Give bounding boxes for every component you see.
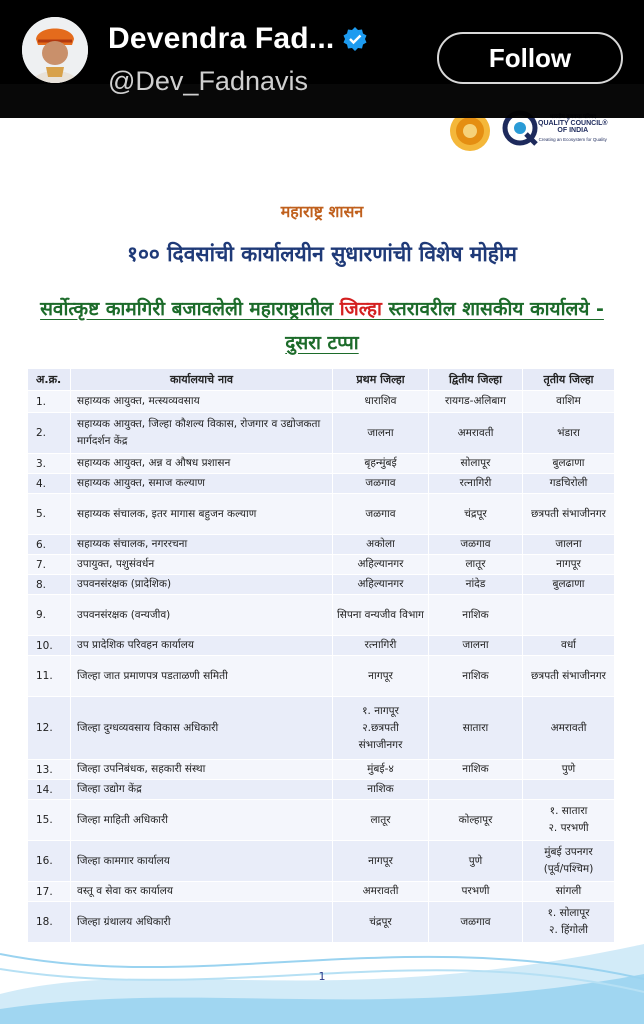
row-third-district: मुंबई उपनगर (पूर्व/पश्चिम) — [523, 841, 615, 882]
row-first-district: जळगाव — [333, 474, 429, 494]
row-sn: 3. — [28, 454, 71, 474]
row-office: उपवनसंरक्षक (वन्यजीव) — [71, 595, 333, 636]
row-third-district: बुलढाणा — [523, 454, 615, 474]
row-sn: 10. — [28, 636, 71, 656]
table-row — [28, 454, 615, 474]
row-office: उपायुक्त, पशुसंवर्धन — [71, 555, 333, 575]
row-office: सहाय्यक संचालक, इतर मागास बहुजन कल्याण — [71, 494, 333, 535]
table-row — [28, 575, 615, 595]
row-office: सहाय्यक आयुक्त, मत्स्यव्यवसाय — [71, 391, 333, 413]
row-sn: 13. — [28, 760, 71, 780]
row-third-district: १. सातारा २. परभणी — [523, 800, 615, 841]
row-first-district: १. नागपूर २.छत्रपती संभाजीनगर — [333, 697, 429, 760]
row-sn: 14. — [28, 780, 71, 800]
header-office: कार्यालयाचे नाव — [71, 369, 333, 391]
table-row — [28, 595, 615, 636]
post-header — [0, 0, 644, 118]
row-first-district: नागपूर — [333, 656, 429, 697]
row-office: जिल्हा उपनिबंधक, सहकारी संस्था — [71, 760, 333, 780]
row-first-district: नागपूर — [333, 841, 429, 882]
row-first-district: नाशिक — [333, 780, 429, 800]
row-third-district — [523, 595, 615, 636]
row-first-district: बृहन्मुंबई — [333, 454, 429, 474]
row-second-district: चंद्रपूर — [429, 494, 523, 535]
header-third: तृतीय जिल्हा — [523, 369, 615, 391]
row-first-district: सिपना वन्यजीव विभाग — [333, 595, 429, 636]
row-office: जिल्हा ग्रंथालय अधिकारी — [71, 902, 333, 943]
user-handle[interactable]: @Dev_Fadnavis — [108, 66, 308, 96]
row-third-district: अमरावती — [523, 697, 615, 760]
row-sn: 5. — [28, 494, 71, 535]
row-first-district: अकोला — [333, 535, 429, 555]
table-header-row — [28, 369, 615, 391]
row-third-district: जालना — [523, 535, 615, 555]
avatar[interactable] — [22, 17, 88, 83]
table-row — [28, 474, 615, 494]
subtitle-part2: स्तरावरील शासकीय कार्यालये - दुसरा टप्पा — [285, 298, 604, 354]
row-office: जिल्हा दुग्धव्यवसाय विकास अधिकारी — [71, 697, 333, 760]
row-office: सहाय्यक आयुक्त, अन्न व औषध प्रशासन — [71, 454, 333, 474]
row-office: उप प्रादेशिक परिवहन कार्यालय — [71, 636, 333, 656]
row-office: जिल्हा माहिती अधिकारी — [71, 800, 333, 841]
row-first-district: लातूर — [333, 800, 429, 841]
subtitle-part1: सर्वोत्कृष्ट कामगिरी बजावलेली महाराष्ट्रातील — [40, 298, 340, 320]
document-subtitle — [20, 292, 624, 360]
table-row — [28, 656, 615, 697]
row-first-district: अहिल्यानगर — [333, 555, 429, 575]
row-sn: 12. — [28, 697, 71, 760]
row-sn: 17. — [28, 882, 71, 902]
row-second-district: नाशिक — [429, 760, 523, 780]
row-second-district: जालना — [429, 636, 523, 656]
row-second-district: सातारा — [429, 697, 523, 760]
row-sn: 11. — [28, 656, 71, 697]
qci-line3: OF INDIA — [557, 127, 589, 134]
row-office: सहाय्यक आयुक्त, जिल्हा कौशल्य विकास, रोजगार व उद्योजकता मार्गदर्शन केंद्र — [71, 413, 333, 454]
row-sn: 4. — [28, 474, 71, 494]
row-second-district: नाशिक — [429, 656, 523, 697]
table-row — [28, 535, 615, 555]
name-row — [108, 22, 368, 56]
row-third-district: नागपूर — [523, 555, 615, 575]
row-sn: 15. — [28, 800, 71, 841]
row-office: सहाय्यक आयुक्त, समाज कल्याण — [71, 474, 333, 494]
row-third-district: छत्रपती संभाजीनगर — [523, 656, 615, 697]
row-second-district: कोल्हापूर — [429, 800, 523, 841]
row-third-district: पुणे — [523, 760, 615, 780]
row-first-district: जालना — [333, 413, 429, 454]
row-second-district: लातूर — [429, 555, 523, 575]
office-ranking-table — [27, 368, 615, 943]
page-number: 1 — [318, 970, 326, 983]
row-second-district: सोलापूर — [429, 454, 523, 474]
campaign-title: १०० दिवसांची कार्यालयीन सुधारणांची विशेष मोहीम — [127, 242, 517, 266]
row-office: जिल्हा उद्योग केंद्र — [71, 780, 333, 800]
header-first: प्रथम जिल्हा — [333, 369, 429, 391]
qci-tagline: Creating an Ecosystem for Quality — [538, 137, 607, 142]
row-office: जिल्हा कामगार कार्यालय — [71, 841, 333, 882]
row-second-district: पुणे — [429, 841, 523, 882]
row-first-district: अहिल्यानगर — [333, 575, 429, 595]
table-row — [28, 555, 615, 575]
row-third-district: वर्धा — [523, 636, 615, 656]
table-row — [28, 780, 615, 800]
row-office: सहाय्यक संचालक, नगररचना — [71, 535, 333, 555]
display-name[interactable]: Devendra Fad... — [108, 22, 335, 55]
row-third-district: सांगली — [523, 882, 615, 902]
table-row — [28, 494, 615, 535]
table-row — [28, 413, 615, 454]
row-third-district: छत्रपती संभाजीनगर — [523, 494, 615, 535]
government-title: महाराष्ट्र शासन — [280, 202, 364, 221]
row-sn: 2. — [28, 413, 71, 454]
table-row — [28, 391, 615, 413]
row-second-district: परभणी — [429, 882, 523, 902]
row-third-district: भंडारा — [523, 413, 615, 454]
row-sn: 8. — [28, 575, 71, 595]
row-third-district: गडचिरोली — [523, 474, 615, 494]
row-third-district: वाशिम — [523, 391, 615, 413]
header-sn: अ.क्र. — [28, 369, 71, 391]
row-second-district: रायगड-अलिबाग — [429, 391, 523, 413]
row-first-district: जळगाव — [333, 494, 429, 535]
row-first-district: चंद्रपूर — [333, 902, 429, 943]
table-row — [28, 636, 615, 656]
subtitle-highlight: जिल्हा — [339, 298, 382, 320]
row-office: वस्तू व सेवा कर कार्यालय — [71, 882, 333, 902]
table-row — [28, 882, 615, 902]
table-row — [28, 800, 615, 841]
row-second-district: जळगाव — [429, 535, 523, 555]
row-sn: 6. — [28, 535, 71, 555]
row-first-district: रत्नागिरी — [333, 636, 429, 656]
row-first-district: अमरावती — [333, 882, 429, 902]
verified-badge-icon — [342, 26, 368, 52]
avatar-image-icon — [22, 17, 88, 83]
row-second-district: अमरावती — [429, 413, 523, 454]
row-first-district: मुंबई-४ — [333, 760, 429, 780]
row-third-district: बुलढाणा — [523, 575, 615, 595]
row-second-district: नांदेड — [429, 575, 523, 595]
row-second-district: रत्नागिरी — [429, 474, 523, 494]
row-third-district: १. सोलापूर २. हिंगोली — [523, 902, 615, 943]
row-first-district: धाराशिव — [333, 391, 429, 413]
table-row — [28, 697, 615, 760]
row-second-district — [429, 780, 523, 800]
row-second-district: नाशिक — [429, 595, 523, 636]
row-office: उपवनसंरक्षक (प्रादेशिक) — [71, 575, 333, 595]
row-office: जिल्हा जात प्रमाणपत्र पडताळणी समिती — [71, 656, 333, 697]
table-row — [28, 902, 615, 943]
qci-line2: QUALITY COUNCIL® — [538, 120, 608, 127]
row-sn: 7. — [28, 555, 71, 575]
document-image[interactable] — [0, 84, 644, 1024]
row-sn: 18. — [28, 902, 71, 943]
row-sn: 16. — [28, 841, 71, 882]
row-sn: 9. — [28, 595, 71, 636]
row-second-district: जळगाव — [429, 902, 523, 943]
header-second: द्वितीय जिल्हा — [429, 369, 523, 391]
table-row — [28, 760, 615, 780]
row-third-district — [523, 780, 615, 800]
table-row — [28, 841, 615, 882]
follow-button[interactable]: Follow — [437, 32, 623, 84]
row-sn: 1. — [28, 391, 71, 413]
